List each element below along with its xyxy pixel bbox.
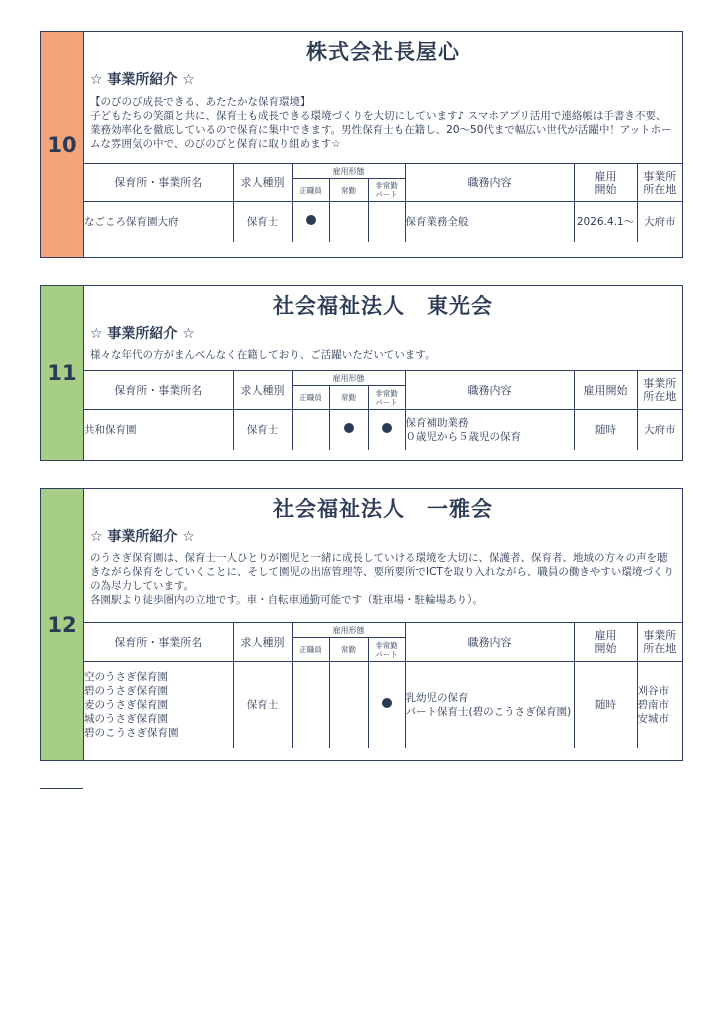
header-location: 事業所 所在地 bbox=[637, 371, 682, 410]
selected-mark-icon bbox=[382, 423, 392, 433]
facility-name-cell: 空のうさぎ保育園 碧のうさぎ保育園 麦のうさぎ保育園 城のうさぎ保育園 碧のこうさぎ保育園 bbox=[84, 662, 233, 748]
intro-text: のうさぎ保育園は、保育士一人ひとりが園児と一緒に成長していける環境を大切に、保護者、保育者、地域の方々の声を聴きながら保育をしていくことに、そして園児の出席管理等、要所要所でICTを取り入れながら、職員の働きやすい環境づくりの為尽力しています。 各園駅より徒歩圏内の立地です。車・自転車通勤可能です（駐車場・駐輪場あり）。 bbox=[90, 552, 674, 606]
organization-name: 社会福祉法人 一雅会 bbox=[273, 497, 493, 521]
parttime-cell bbox=[368, 662, 405, 748]
header-contract: 常勤 bbox=[329, 179, 368, 202]
fulltime-cell bbox=[292, 410, 329, 450]
header-start: 雇用開始 bbox=[574, 371, 637, 410]
contract-cell bbox=[329, 410, 368, 450]
card-number-badge: 12 bbox=[41, 489, 84, 760]
job-type-cell: 保育士 bbox=[233, 202, 292, 242]
header-start: 雇用 開始 bbox=[574, 164, 637, 202]
duties-cell: 保育補助業務 ０歳児から５歳児の保育 bbox=[405, 410, 574, 450]
header-employment-type: 雇用形態 bbox=[292, 623, 405, 638]
header-parttime: 非常勤 パート bbox=[368, 179, 405, 202]
header-job-type: 求人種別 bbox=[233, 371, 292, 410]
selected-mark-icon bbox=[306, 215, 316, 225]
organization-name: 社会福祉法人 東光会 bbox=[273, 294, 493, 318]
header-fulltime: 正職員 bbox=[292, 638, 329, 662]
fulltime-cell bbox=[292, 202, 329, 242]
header-facility-name: 保育所・事業所名 bbox=[84, 164, 233, 202]
start-cell: 2026.4.1～ bbox=[574, 202, 637, 242]
facility-name-cell: なごころ保育園大府 bbox=[84, 202, 233, 242]
job-type-cell: 保育士 bbox=[233, 410, 292, 450]
header-job-type: 求人種別 bbox=[233, 623, 292, 662]
employer-card-11 bbox=[40, 285, 683, 461]
header-contract: 常勤 bbox=[329, 638, 368, 662]
location-cell: 大府市 bbox=[637, 202, 682, 242]
parttime-cell bbox=[368, 202, 405, 242]
start-cell: 随時 bbox=[574, 662, 637, 748]
facility-name-cell: 共和保育園 bbox=[84, 410, 233, 450]
duties-cell: 乳幼児の保育 パート保育士(碧のこうさぎ保育園) bbox=[405, 662, 574, 748]
card-number-badge: 10 bbox=[41, 32, 84, 257]
contract-cell bbox=[329, 202, 368, 242]
recruitment-table bbox=[84, 163, 682, 242]
header-employment-type: 雇用形態 bbox=[292, 371, 405, 386]
intro-heading: ☆ 事業所紹介 ☆ bbox=[90, 72, 195, 88]
job-type-cell: 保育士 bbox=[233, 662, 292, 748]
intro-text: 様々な年代の方がまんべんなく在籍しており、ご活躍いただいています。 bbox=[90, 349, 436, 361]
header-contract: 常勤 bbox=[329, 386, 368, 410]
header-employment-type: 雇用形態 bbox=[292, 164, 405, 179]
header-facility-name: 保育所・事業所名 bbox=[84, 371, 233, 410]
fulltime-cell bbox=[292, 662, 329, 748]
footer-divider bbox=[40, 788, 83, 789]
selected-mark-icon bbox=[382, 698, 392, 708]
selected-mark-icon bbox=[344, 423, 354, 433]
header-job-type: 求人種別 bbox=[233, 164, 292, 202]
header-location: 事業所 所在地 bbox=[637, 164, 682, 202]
card-number-badge: 11 bbox=[41, 286, 84, 460]
parttime-cell bbox=[368, 410, 405, 450]
header-start: 雇用 開始 bbox=[574, 623, 637, 662]
location-cell: 刈谷市 碧南市 安城市 bbox=[637, 662, 682, 748]
recruitment-table bbox=[84, 622, 682, 748]
header-parttime: 非常勤 パート bbox=[368, 386, 405, 410]
header-duties: 職務内容 bbox=[405, 623, 574, 662]
recruitment-table bbox=[84, 370, 682, 450]
intro-heading: ☆ 事業所紹介 ☆ bbox=[90, 326, 195, 342]
header-fulltime: 正職員 bbox=[292, 179, 329, 202]
header-fulltime: 正職員 bbox=[292, 386, 329, 410]
header-facility-name: 保育所・事業所名 bbox=[84, 623, 233, 662]
header-parttime: 非常勤 パート bbox=[368, 638, 405, 662]
duties-cell: 保育業務全般 bbox=[405, 202, 574, 242]
employer-card-10 bbox=[40, 31, 683, 258]
organization-name: 株式会社長屋心 bbox=[306, 40, 460, 64]
intro-text: 【のびのび成長できる、あたたかな保育環境】 子どもたちの笑顔と共に、保育士も成長できる環境づくりを大切にしています♪ スマホアプリ活用で連絡帳は手書き不要、業務効率化を徹底しているので保育に集中できます。男性保育士も在籍し、20～50代まで幅広い世代が活躍中！アットホームな雰囲気の中で、のびのびと保育に取り組めます☆ bbox=[90, 96, 672, 150]
header-location: 事業所 所在地 bbox=[637, 623, 682, 662]
header-duties: 職務内容 bbox=[405, 371, 574, 410]
intro-heading: ☆ 事業所紹介 ☆ bbox=[90, 529, 195, 545]
contract-cell bbox=[329, 662, 368, 748]
employer-card-12 bbox=[40, 488, 683, 761]
header-duties: 職務内容 bbox=[405, 164, 574, 202]
location-cell: 大府市 bbox=[637, 410, 682, 450]
start-cell: 随時 bbox=[574, 410, 637, 450]
